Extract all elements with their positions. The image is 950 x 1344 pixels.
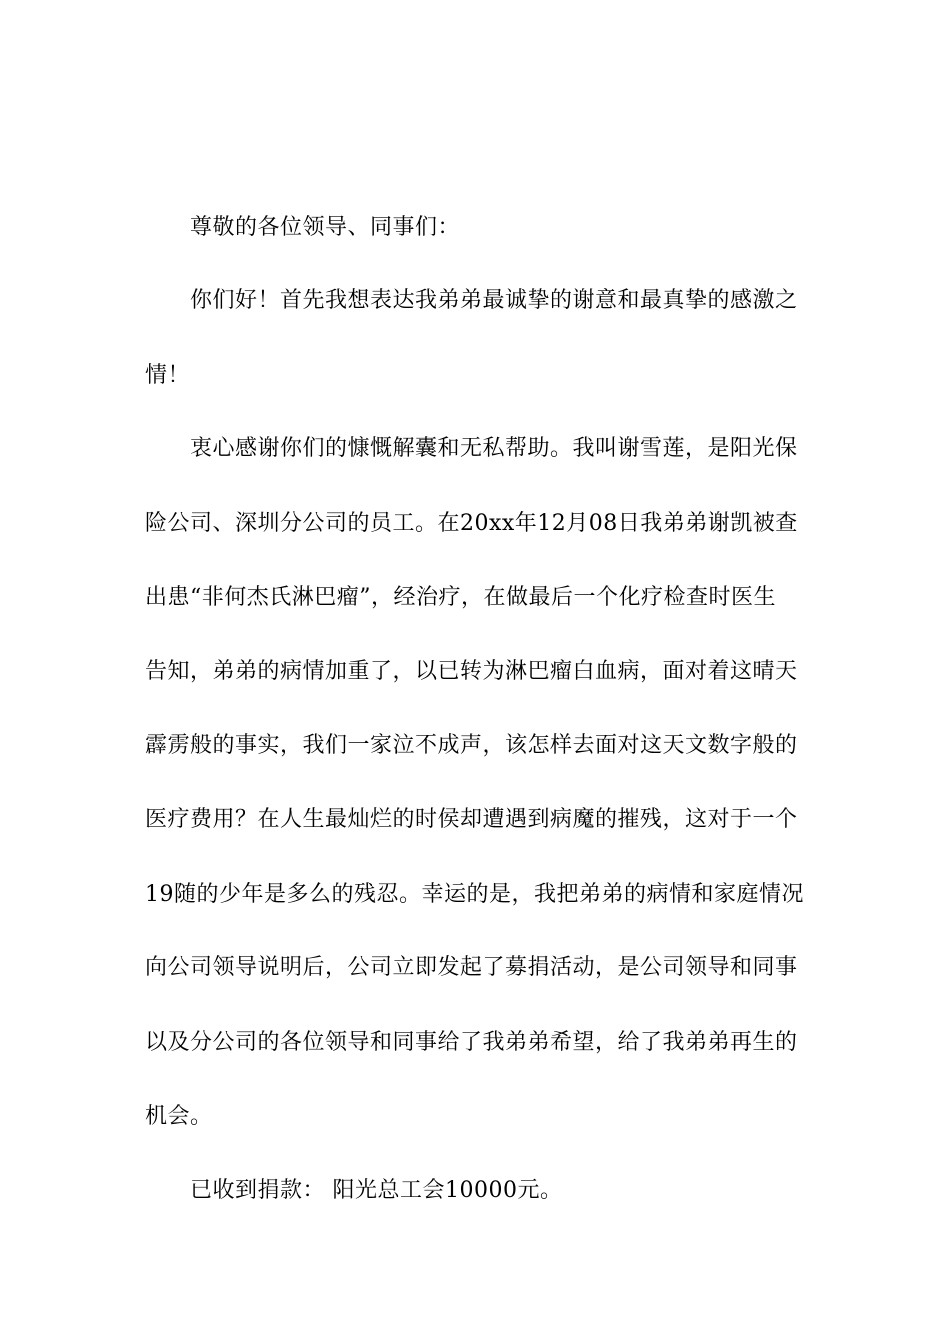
paragraph-2-line-2: 险公司、深圳分公司的员工。在20xx年12月08日我弟弟谢凯被查 bbox=[145, 511, 798, 536]
paragraph-2-line-9: 以及分公司的各位领导和同事给了我弟弟希望，给了我弟弟再生的 bbox=[145, 1030, 798, 1055]
donation-line: 已收到捐款： 阳光总工会10000元。 bbox=[190, 1178, 563, 1203]
paragraph-2-line-10: 机会。 bbox=[145, 1104, 213, 1129]
paragraph-1-line-1: 你们好！首先我想表达我弟弟最诚挚的谢意和最真挚的感激之 bbox=[190, 288, 798, 313]
paragraph-2-line-8: 向公司领导说明后，公司立即发起了募捐活动，是公司领导和同事 bbox=[145, 955, 798, 980]
paragraph-2-line-1: 衷心感谢你们的慷慨解囊和无私帮助。我叫谢雪莲，是阳光保 bbox=[190, 436, 798, 461]
paragraph-2-line-4: 告知，弟弟的病情加重了，以已转为淋巴瘤白血病，面对着这晴天 bbox=[145, 659, 798, 684]
paragraph-1-line-2: 情！ bbox=[145, 363, 191, 388]
salutation: 尊敬的各位领导、同事们： bbox=[190, 215, 461, 240]
paragraph-2-line-7: 19随的少年是多么的残忍。幸运的是，我把弟弟的病情和家庭情况 bbox=[145, 882, 804, 907]
paragraph-2-line-3: 出患“非何杰氏淋巴瘤”，经治疗，在做最后一个化疗检查时医生 bbox=[145, 585, 776, 610]
paragraph-2-line-6: 医疗费用？在人生最灿烂的时侯却遭遇到病魔的摧残，这对于一个 bbox=[145, 807, 798, 832]
paragraph-2-line-5: 霹雳般的事实，我们一家泣不成声，该怎样去面对这天文数字般的 bbox=[145, 733, 798, 758]
